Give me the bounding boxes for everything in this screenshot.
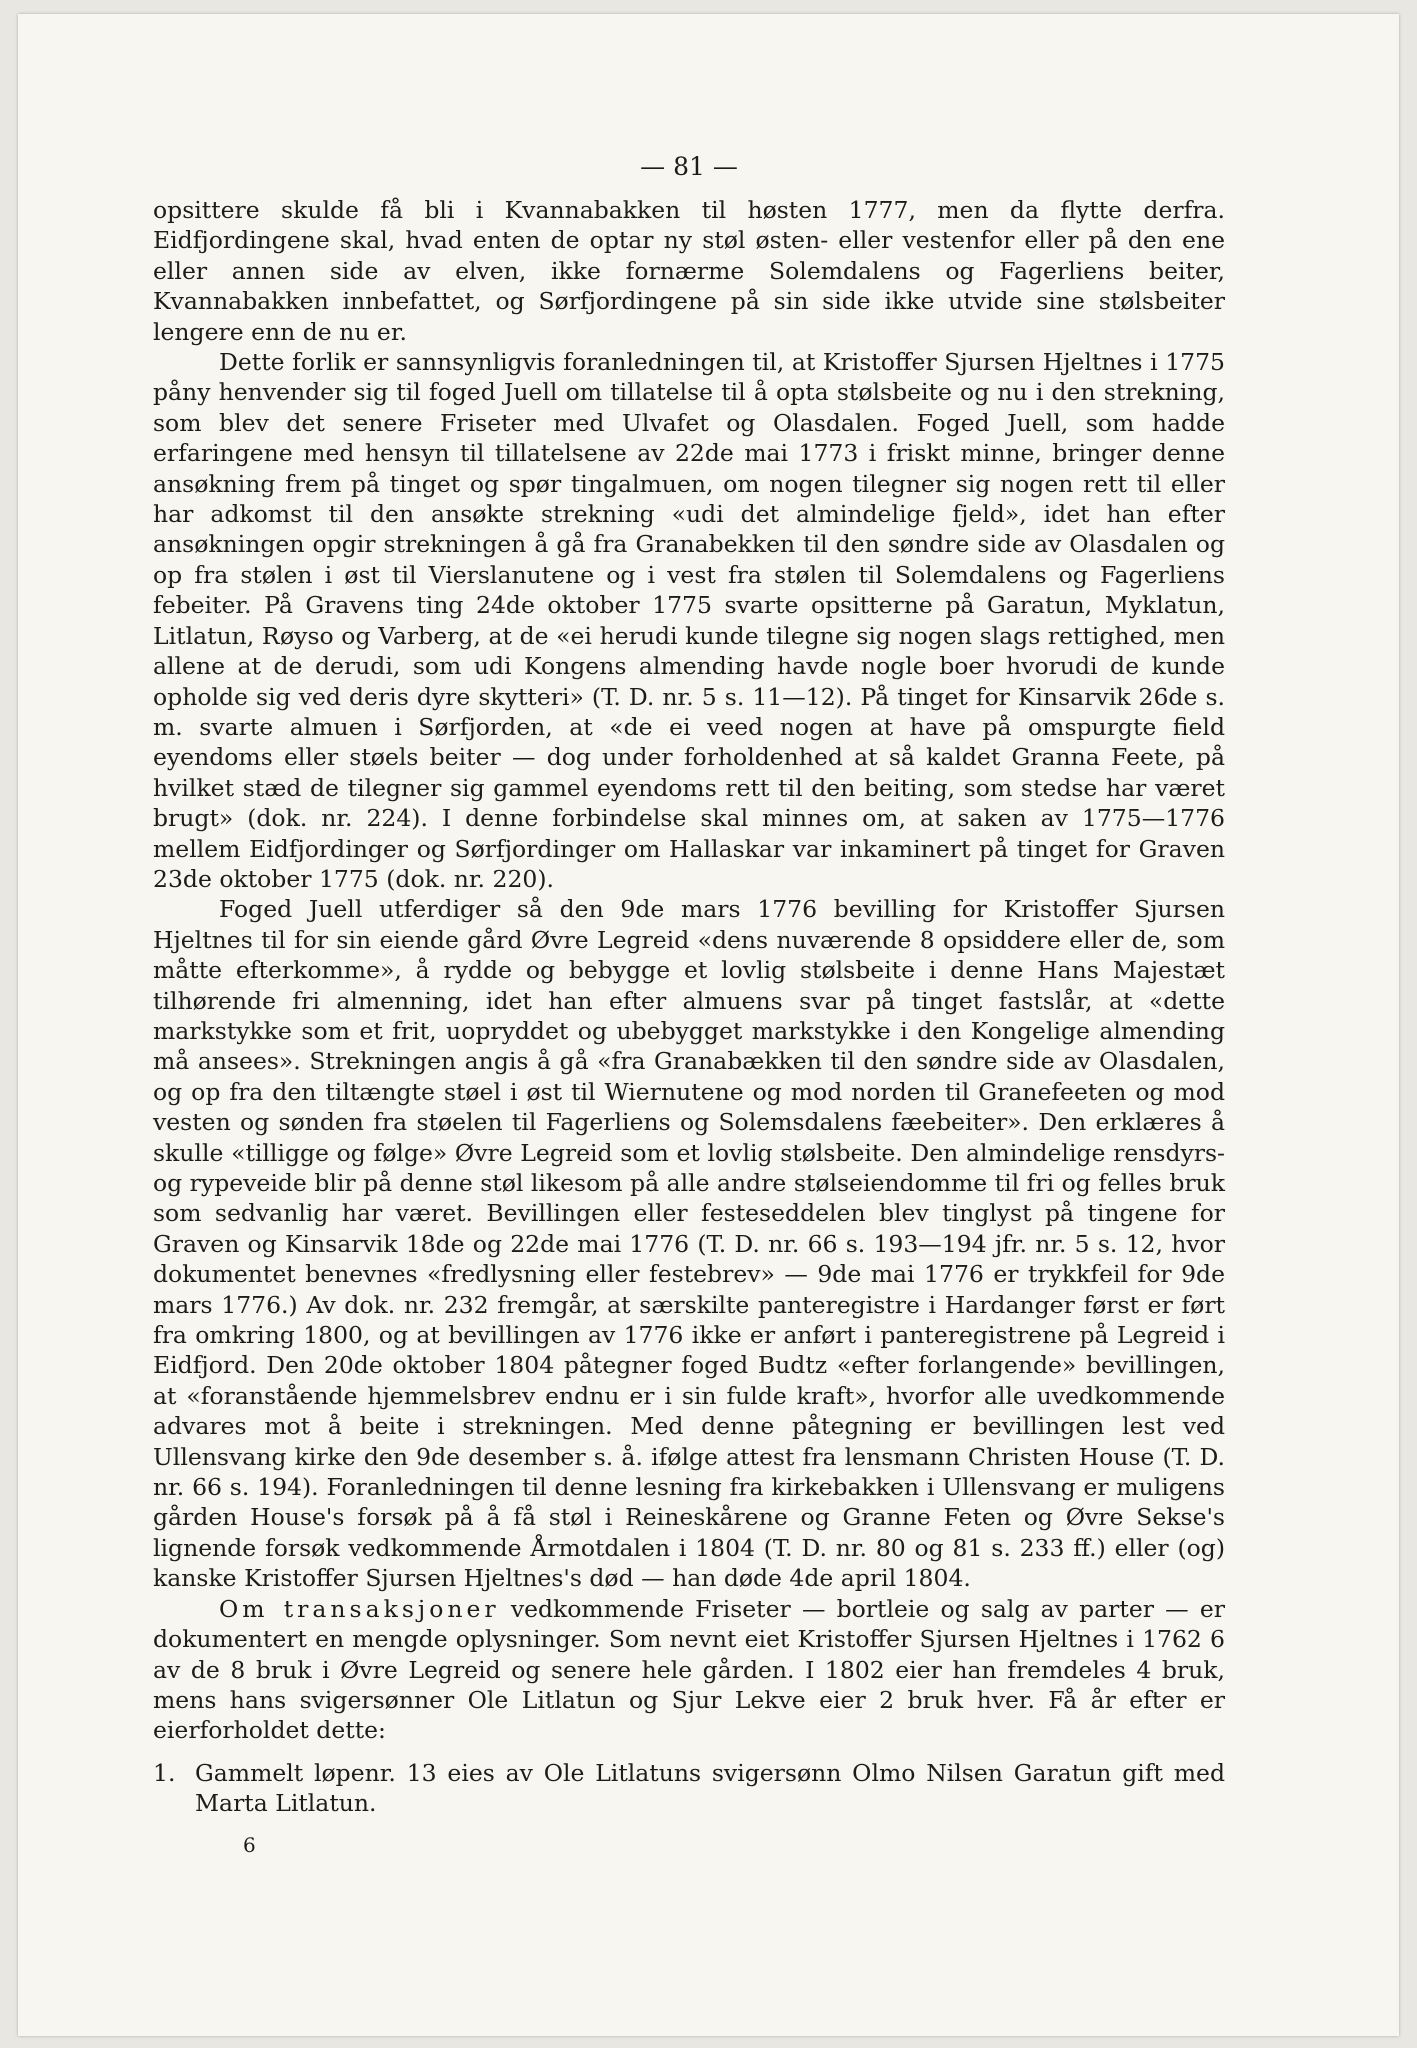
paragraph-2: Dette forlik er sannsynligvis foranledningen til, at Kristoffer Sjursen Hjeltnes i 1775 påny henvender sig til foged Juell om tillatelse til å opta stølsbeite og nu i den strekning, som blev det senere Friseter med Ulvafet og Olasdalen. Foged Juell, som hadde erfaringene med hensyn til tillatelsene av 22de mai 1773 i friskt minne, bringer denne ansøkning frem på tinget og spør tingalmuen, om nogen tilegner sig nogen rett til eller har adkomst til den ansøkte strekning «udi det almindelige fjeld», idet han efter ansøkningen opgir strekningen å gå fra Granabekken til den søndre side av Olasdalen og op fra stølen i øst til Vierslanutene og i vest fra stølen til Solemdalens og Fagerliens febeiter. På Gravens ting 24de oktober 1775 svarte opsitterne på Garatun, Myklatun, Litlatun, Røyso og Varberg, at de «ei herudi kunde tilegne sig nogen slags rettighed, men allene at de derudi, som udi Kongens almending havde nogle boer hvorudi de kunde opholde sig ved deris dyre skytteri» (T. D. nr. 5 s. 11—12). På tinget for Kinsarvik 26de s. m. svarte almuen i Sørfjorden, at «de ei veed nogen at have på omspurgte field eyendoms eller støels beiter — dog under forholdenhed at så kaldet Granna Feete, på hvilket stæd de tilegner sig gammel eyendoms rett til den beiting, som stedse har været brugt» (dok. nr. 224). I denne forbindelse skal minnes om, at saken av 1775—1776 mellem Eidfjordinger og Sørfjordinger om Hallaskar var inkaminert på tinget for Graven 23de oktober 1775 (dok. nr. 220).	[153, 348, 1225, 893]
list-item-text: Gammelt løpenr. 13 eies av Ole Litlatuns svigersønn Olmo Nilsen Garatun gift med Marta Litlatun.	[195, 1758, 1225, 1818]
paragraph-4-rest: vedkommende Friseter — bortleie og salg av parter — er dokumentert en mengde oplysninger. Som nevnt eiet Kristoffer Sjursen Hjeltnes i 1762 6 av de 8 bruk i Øvre Legreid og senere hele gården. I 1802 eier han fremdeles 4 bruk, mens hans svigersønner Ole Litlatun og Sjur Lekve eier 2 bruk hver. Få år efter er eierforholdet dette:	[153, 1594, 1225, 1745]
page-content	[153, 152, 1225, 1857]
signature-mark: 6	[243, 1832, 256, 1857]
paragraph-4	[153, 1594, 1225, 1746]
page-number-header: — 81 —	[640, 152, 738, 181]
document-page	[18, 14, 1399, 2036]
spaced-lead-text: Om transaksjoner	[219, 1594, 500, 1623]
list-item-number: 1.	[153, 1758, 176, 1787]
list-item	[153, 1758, 1225, 1819]
paragraph-1: opsittere skulde få bli i Kvannabakken til høsten 1777, men da flytte derfra. Eidfjordingene skal, hvad enten de optar ny støl østen- eller vestenfor eller på den ene eller annen side av elven, ikke fornærme Solemdalens og Fagerliens beiter, Kvannabakken innbefattet, og Sørfjordingene på sin side ikke utvide sine stølsbeiter lengere enn de nu er.	[153, 196, 1225, 346]
paragraph-3: Foged Juell utferdiger så den 9de mars 1776 bevilling for Kristoffer Sjursen Hjeltnes til for sin eiende gård Øvre Legreid «dens nuværende 8 opsiddere eller de, som måtte efterkomme», å rydde og bebygge et lovlig stølsbeite i denne Hans Majestæt tilhørende fri almenning, idet han efter almuens svar på tinget fastslår, at «dette markstykke som et frit, uopryddet og ubebygget markstykke i den Kongelige almending må ansees». Strekningen angis å gå «fra Granabækken til den søndre side av Olasdalen, og op fra den tiltængte støel i øst til Wiernutene og mod norden til Granefeeten og mod vesten og sønden fra støelen til Fagerliens og Solemsdalens fæebeiter». Den erklæres å skulle «tilligge og følge» Øvre Legreid som et lovlig stølsbeite. Den almindelige rensdyrs- og rypeveide blir på denne støl likesom på alle andre stølseiendomme til fri og felles bruk som sedvanlig har været. Bevillingen eller festeseddelen blev tinglyst på tingene for Graven og Kinsarvik 18de og 22de mai 1776 (T. D. nr. 66 s. 193—194 jfr. nr. 5 s. 12, hvor dokumentet benevnes «fredlysning eller festebrev» — 9de mai 1776 er trykkfeil for 9de mars 1776.) Av dok. nr. 232 fremgår, at særskilte panteregistre i Hardanger først er ført fra omkring 1800, og at bevillingen av 1776 ikke er anført i panteregistrene på Legreid i Eidfjord. Den 20de oktober 1804 påtegner foged Budtz «efter forlangende» bevillingen, at «foranstående hjemmelsbrev endnu er i sin fulde kraft», hvorfor alle uvedkommende advares mot å beite i strekningen. Med denne påtegning er bevillingen lest ved Ullensvang kirke den 9de desember s. å. ifølge attest fra lensmann Christen House (T. D. nr. 66 s. 194). Foranledningen til denne lesning fra kirkebakken i Ullensvang er muligens gården House's forsøk på å få støl i Reineskårene og Granne Feten og Øvre Sekse's lignende forsøk vedkommende Årmotdalen i 1804 (T. D. nr. 80 og 81 s. 233 ff.) eller (og) kanske Kristoffer Sjursen Hjeltnes's død — han døde 4de april 1804.	[153, 895, 1225, 1593]
